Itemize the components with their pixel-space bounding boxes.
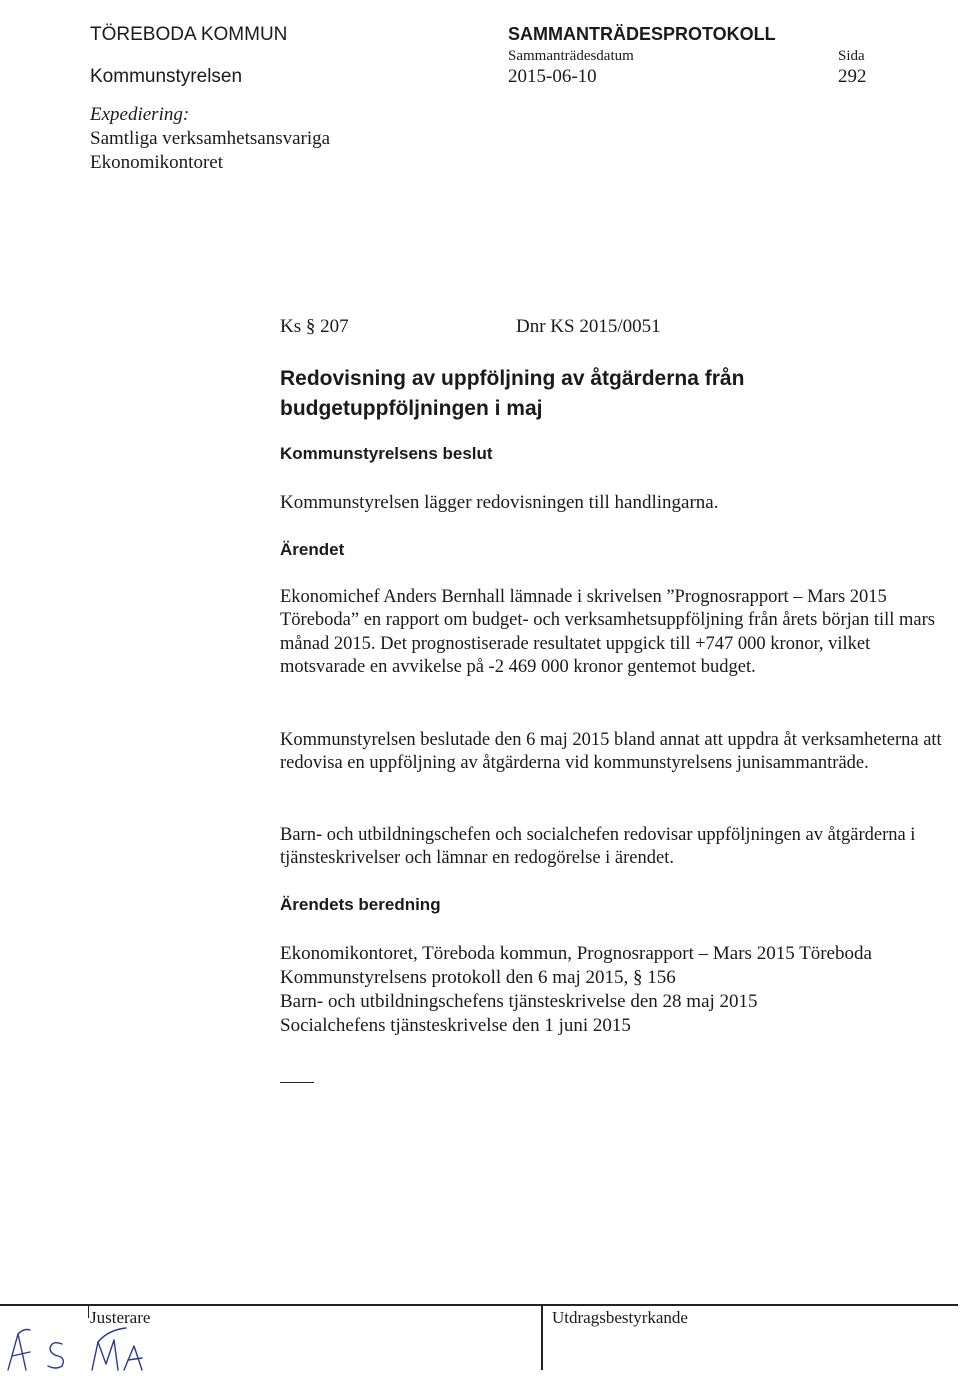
board-name: Kommunstyrelsen [90, 66, 243, 87]
preparation-list [280, 942, 950, 1038]
extract-certification-label: Utdragsbestyrkande [552, 1308, 688, 1327]
decision-heading: Kommunstyrelsens beslut [280, 444, 493, 463]
preparation-item: Ekonomikontoret, Töreboda kommun, Prognosrapport – Mars 2015 Töreboda [280, 943, 872, 964]
preparation-item: Kommunstyrelsens protokoll den 6 maj 2015, § 156 [280, 967, 676, 988]
preparation-heading: Ärendets beredning [280, 895, 441, 914]
decision-text: Kommunstyrelsen lägger redovisningen till handlingarna. [280, 492, 719, 513]
page-label: Sida [838, 48, 865, 64]
expediering-recipient: Ekonomikontoret [90, 152, 223, 173]
preparation-item: Socialchefens tjänsteskrivelse den 1 juni 2015 [280, 1015, 631, 1036]
page-number: 292 [838, 66, 867, 87]
matter-paragraph: Barn- och utbildningschefen och socialchefen redovisar uppföljningen av åtgärderna i tjänsteskrivelser och lämnar en redogörelse i ärendet. [280, 825, 916, 869]
case-paragraph-number: Ks § 207 [280, 316, 349, 337]
adjuster-label: Justerare [90, 1308, 151, 1327]
preparation-item: Barn- och utbildningschefens tjänsteskrivelse den 28 maj 2015 [280, 991, 758, 1012]
document-type: SAMMANTRÄDESPROTOKOLL [508, 24, 776, 44]
matter-paragraph: Ekonomichef Anders Bernhall lämnade i skrivelsen ”Prognosrapport – Mars 2015 Töreboda” en rapport om budget- och verksamhetsuppföljning från årets början till mars månad 2015. Det prognostiserade resultatet uppgick till +747 000 kronor, vilket motsvarade en avvikelse på -2 469 000 kronor gentemot budget. [280, 587, 936, 678]
case-title: Redovisning av uppföljning av åtgärderna från budgetuppföljningen i maj [280, 367, 745, 420]
end-of-section-rule [280, 1082, 314, 1083]
matter-heading: Ärendet [280, 540, 345, 559]
meeting-date-value: 2015-06-10 [508, 66, 597, 87]
handwritten-signature [0, 1300, 170, 1376]
expediering-label: Expediering: [90, 104, 190, 125]
footer-divider [541, 1304, 543, 1370]
meeting-date-label: Sammanträdesdatum [508, 48, 634, 64]
case-dnr: Dnr KS 2015/0051 [516, 316, 661, 337]
expediering-recipient: Samtliga verksamhetsansvariga [90, 128, 331, 149]
organization-name: TÖREBODA KOMMUN [90, 24, 288, 45]
matter-paragraph: Kommunstyrelsen beslutade den 6 maj 2015 bland annat att uppdra åt verksamheterna att redovisa en uppföljning av åtgärderna vid kommunstyrelsens junisammanträde. [280, 730, 942, 774]
